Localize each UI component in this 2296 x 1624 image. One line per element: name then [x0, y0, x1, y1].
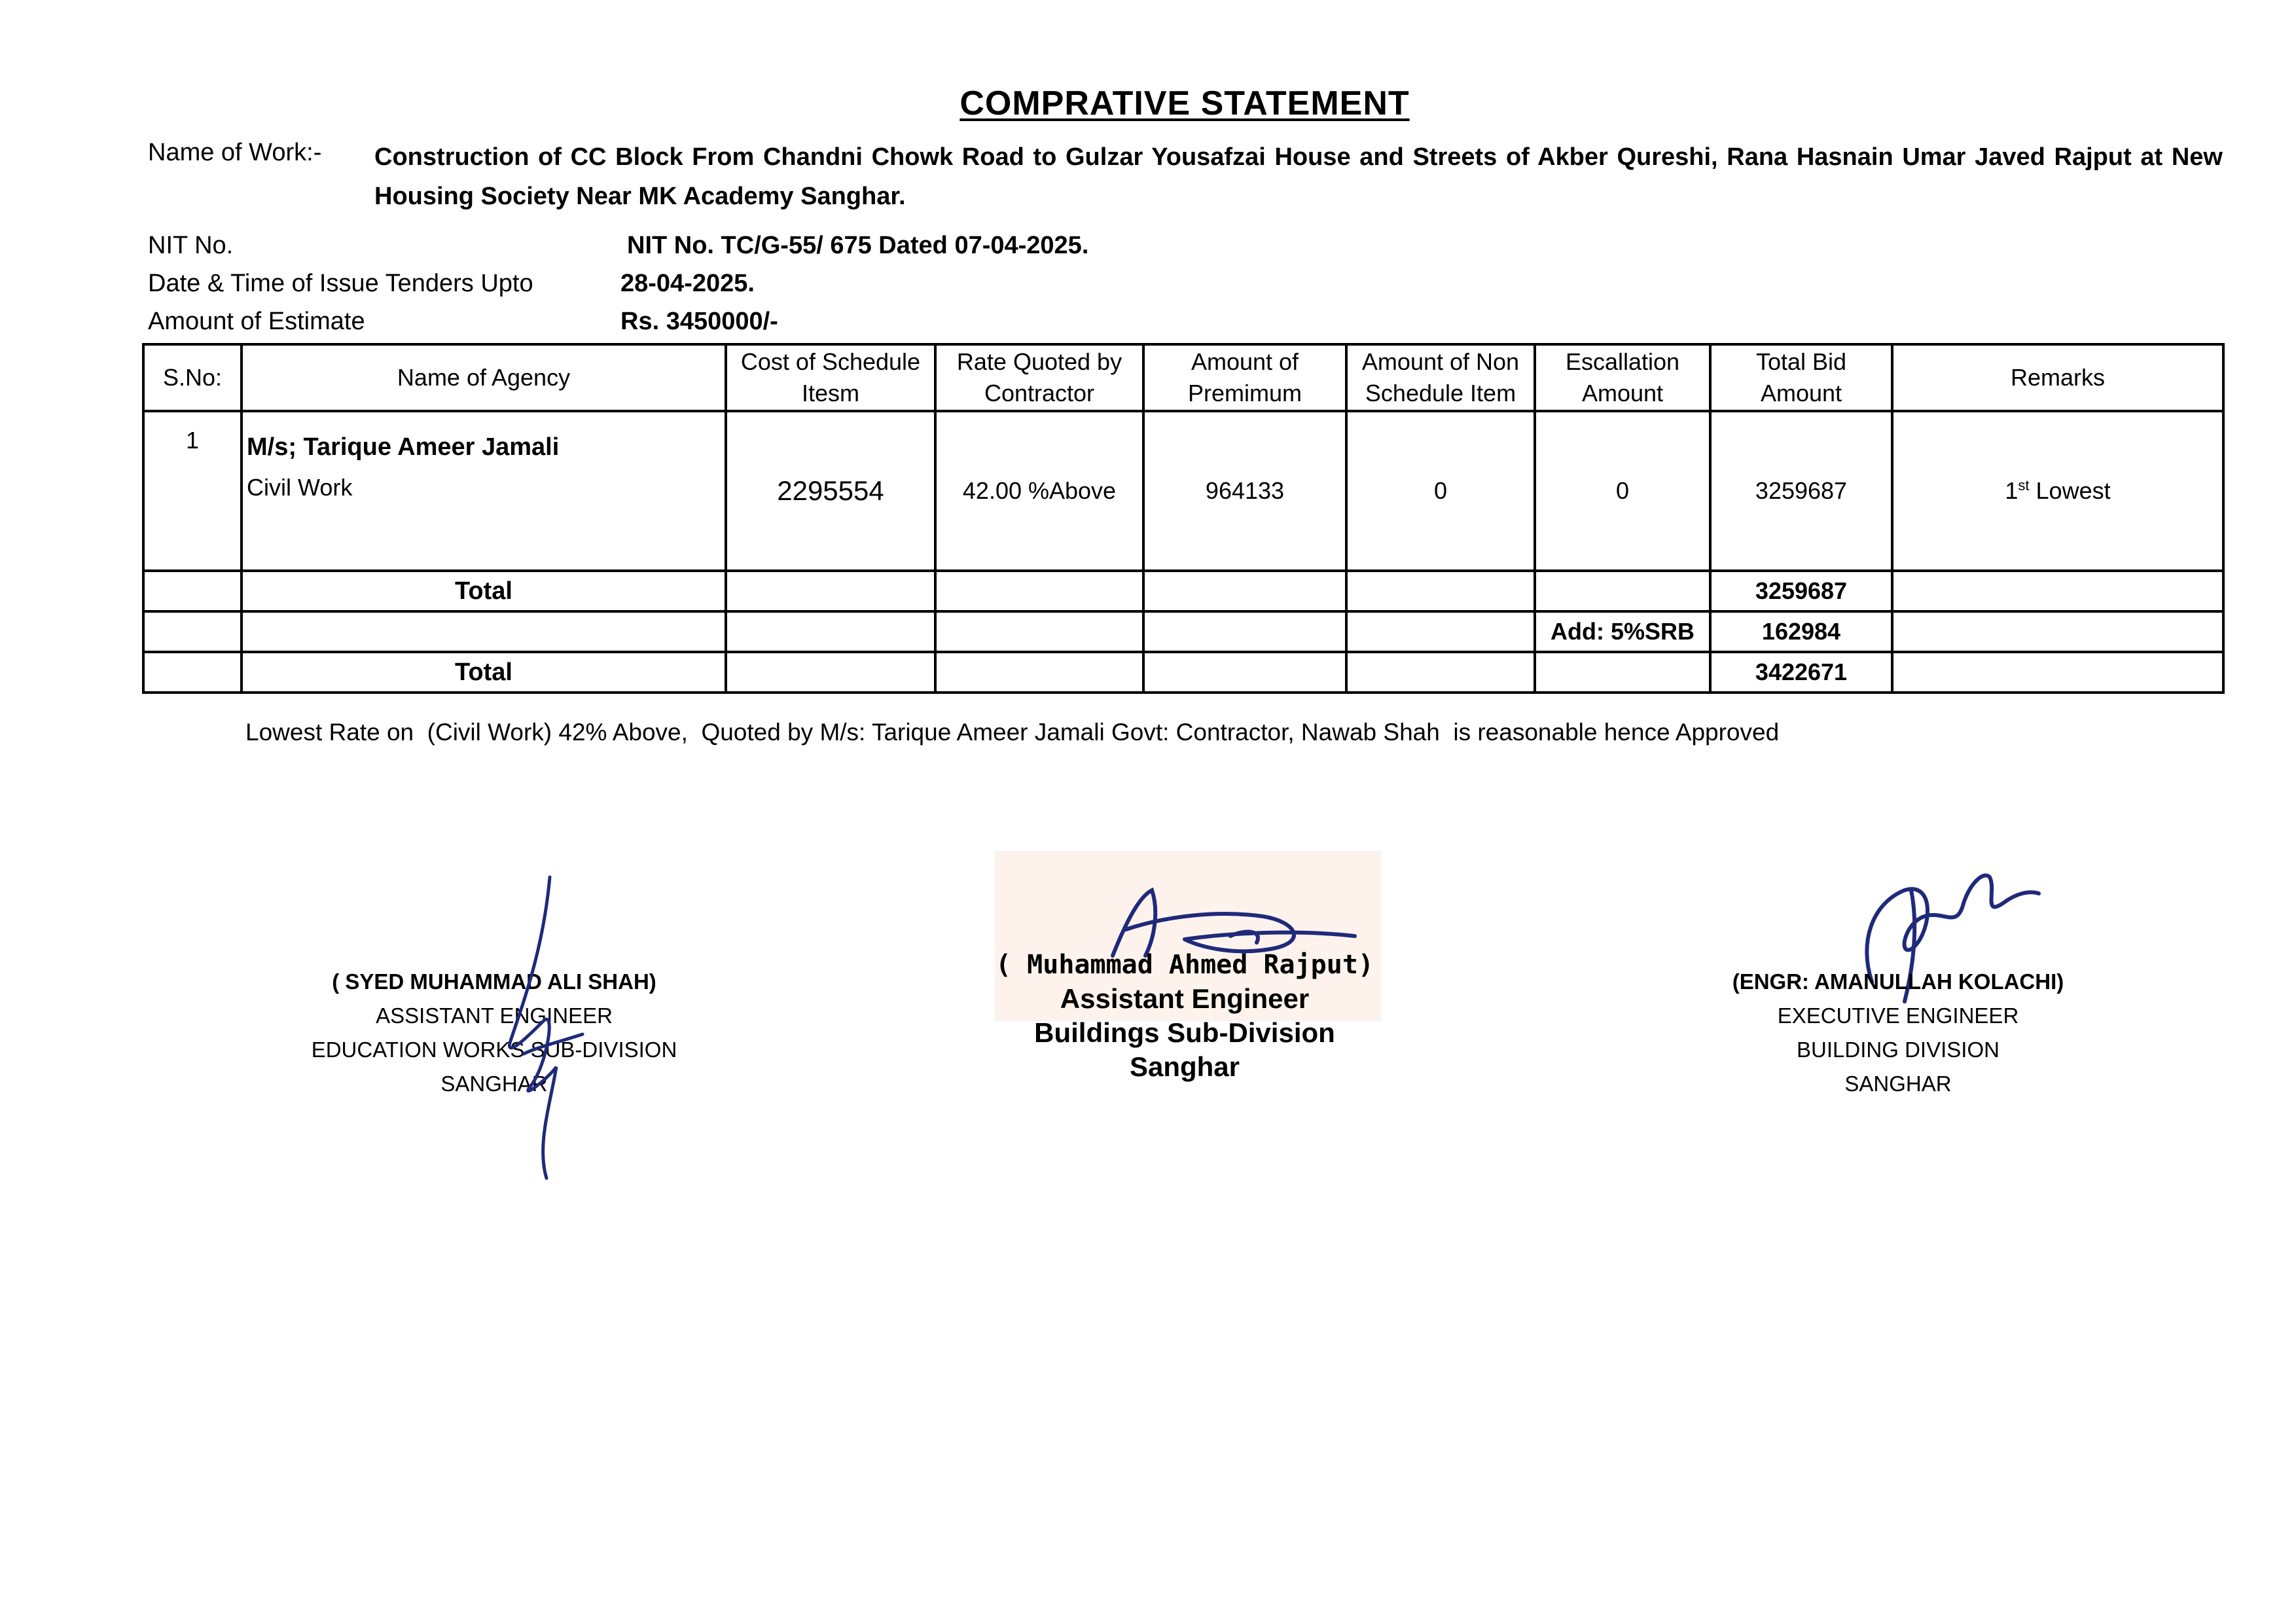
header-sno: S.No: — [143, 344, 242, 411]
header-non-schedule: Amount of Non Schedule Item — [1346, 344, 1535, 411]
grand-total-label: Total — [242, 652, 726, 693]
header-escalation: Escallation Amount — [1535, 344, 1710, 411]
header-rate: Rate Quoted by Contractor — [935, 344, 1143, 411]
signatory-3-office: BUILDING DIVISION — [1797, 1038, 2000, 1062]
signatory-1-designation: ASSISTANT ENGINEER — [376, 1003, 613, 1028]
row-rate: 42.00 %Above — [935, 411, 1143, 571]
estimate-value: Rs. 3450000/- — [620, 308, 778, 335]
work-label: Name of Work:- — [148, 139, 322, 166]
row-non-schedule: 0 — [1346, 411, 1535, 571]
row-cost: 2295554 — [726, 411, 935, 571]
header-premium: Amount of Premimum — [1143, 344, 1346, 411]
comparative-table — [142, 343, 2225, 694]
signatory-2-name: ( Muhammad Ahmed Rajput) — [996, 950, 1374, 980]
grand-total-row — [143, 652, 2223, 693]
signatory-2-designation: Assistant Engineer — [1060, 983, 1310, 1014]
srb-value: 162984 — [1710, 611, 1892, 652]
row-total-bid: 3259687 — [1710, 411, 1892, 571]
table-row — [143, 411, 2223, 571]
header-cost: Cost of Schedule Itesm — [726, 344, 935, 411]
work-description: Construction of CC Block From Chandni Chowk Road to Gulzar Yousafzai House and Streets of Akber Qureshi, Rana Hasnain Umar Javed Rajput at New Housing Society Near MK Academy Sanghar. — [374, 143, 2223, 210]
row-work-type: Civil Work — [247, 474, 353, 501]
header-total-bid: Total Bid Amount — [1710, 344, 1892, 411]
signatory-1-office: EDUCATION WORKS SUB-DIVISION — [311, 1038, 677, 1062]
signatory-3-place: SANGHAR — [1844, 1072, 1952, 1096]
total-row — [143, 571, 2223, 611]
srb-row — [143, 611, 2223, 652]
signatory-3-name: (ENGR: AMANULLAH KOLACHI) — [1732, 969, 2064, 994]
estimate-label: Amount of Estimate — [148, 308, 365, 335]
signature-block-3 — [1702, 965, 2094, 1101]
row-agency-cell — [242, 411, 726, 571]
signature-1-icon — [484, 871, 602, 1185]
signatory-1-name: ( SYED MUHAMMAD ALI SHAH) — [332, 969, 656, 994]
row-agency-name: M/s; Tarique Ameer Jamali — [247, 433, 560, 461]
issue-date-label: Date & Time of Issue Tenders Upto — [148, 270, 533, 297]
table-header-row — [143, 344, 2223, 411]
signature-block-2 — [929, 948, 1440, 1084]
srb-label: Add: 5%SRB — [1535, 611, 1710, 652]
grand-total-value: 3422671 — [1710, 652, 1892, 693]
row-sno: 1 — [143, 411, 242, 571]
signatory-2-place: Sanghar — [1129, 1051, 1240, 1082]
row-escalation: 0 — [1535, 411, 1710, 571]
header-agency: Name of Agency — [242, 344, 726, 411]
total-value: 3259687 — [1710, 571, 1892, 611]
nit-label: NIT No. — [148, 232, 234, 259]
signatory-2-office: Buildings Sub-Division — [1034, 1017, 1335, 1048]
total-label: Total — [242, 571, 726, 611]
page-title: COMPRATIVE STATEMENT — [960, 84, 1410, 122]
header-remarks: Remarks — [1892, 344, 2223, 411]
signatory-3-designation: EXECUTIVE ENGINEER — [1777, 1003, 2019, 1028]
issue-date-value: 28-04-2025. — [620, 270, 755, 297]
nit-value: NIT No. TC/G-55/ 675 Dated 07-04-2025. — [627, 232, 1089, 259]
row-remarks: 1st Lowest — [1892, 411, 2223, 571]
row-premium: 964133 — [1143, 411, 1346, 571]
approval-note: Lowest Rate on (Civil Work) 42% Above, Quoted by M/s: Tarique Ameer Jamali Govt: Contractor, Nawab Shah is reasonable hence Approved — [245, 719, 1780, 746]
signatory-1-place: SANGHAR — [440, 1072, 548, 1096]
